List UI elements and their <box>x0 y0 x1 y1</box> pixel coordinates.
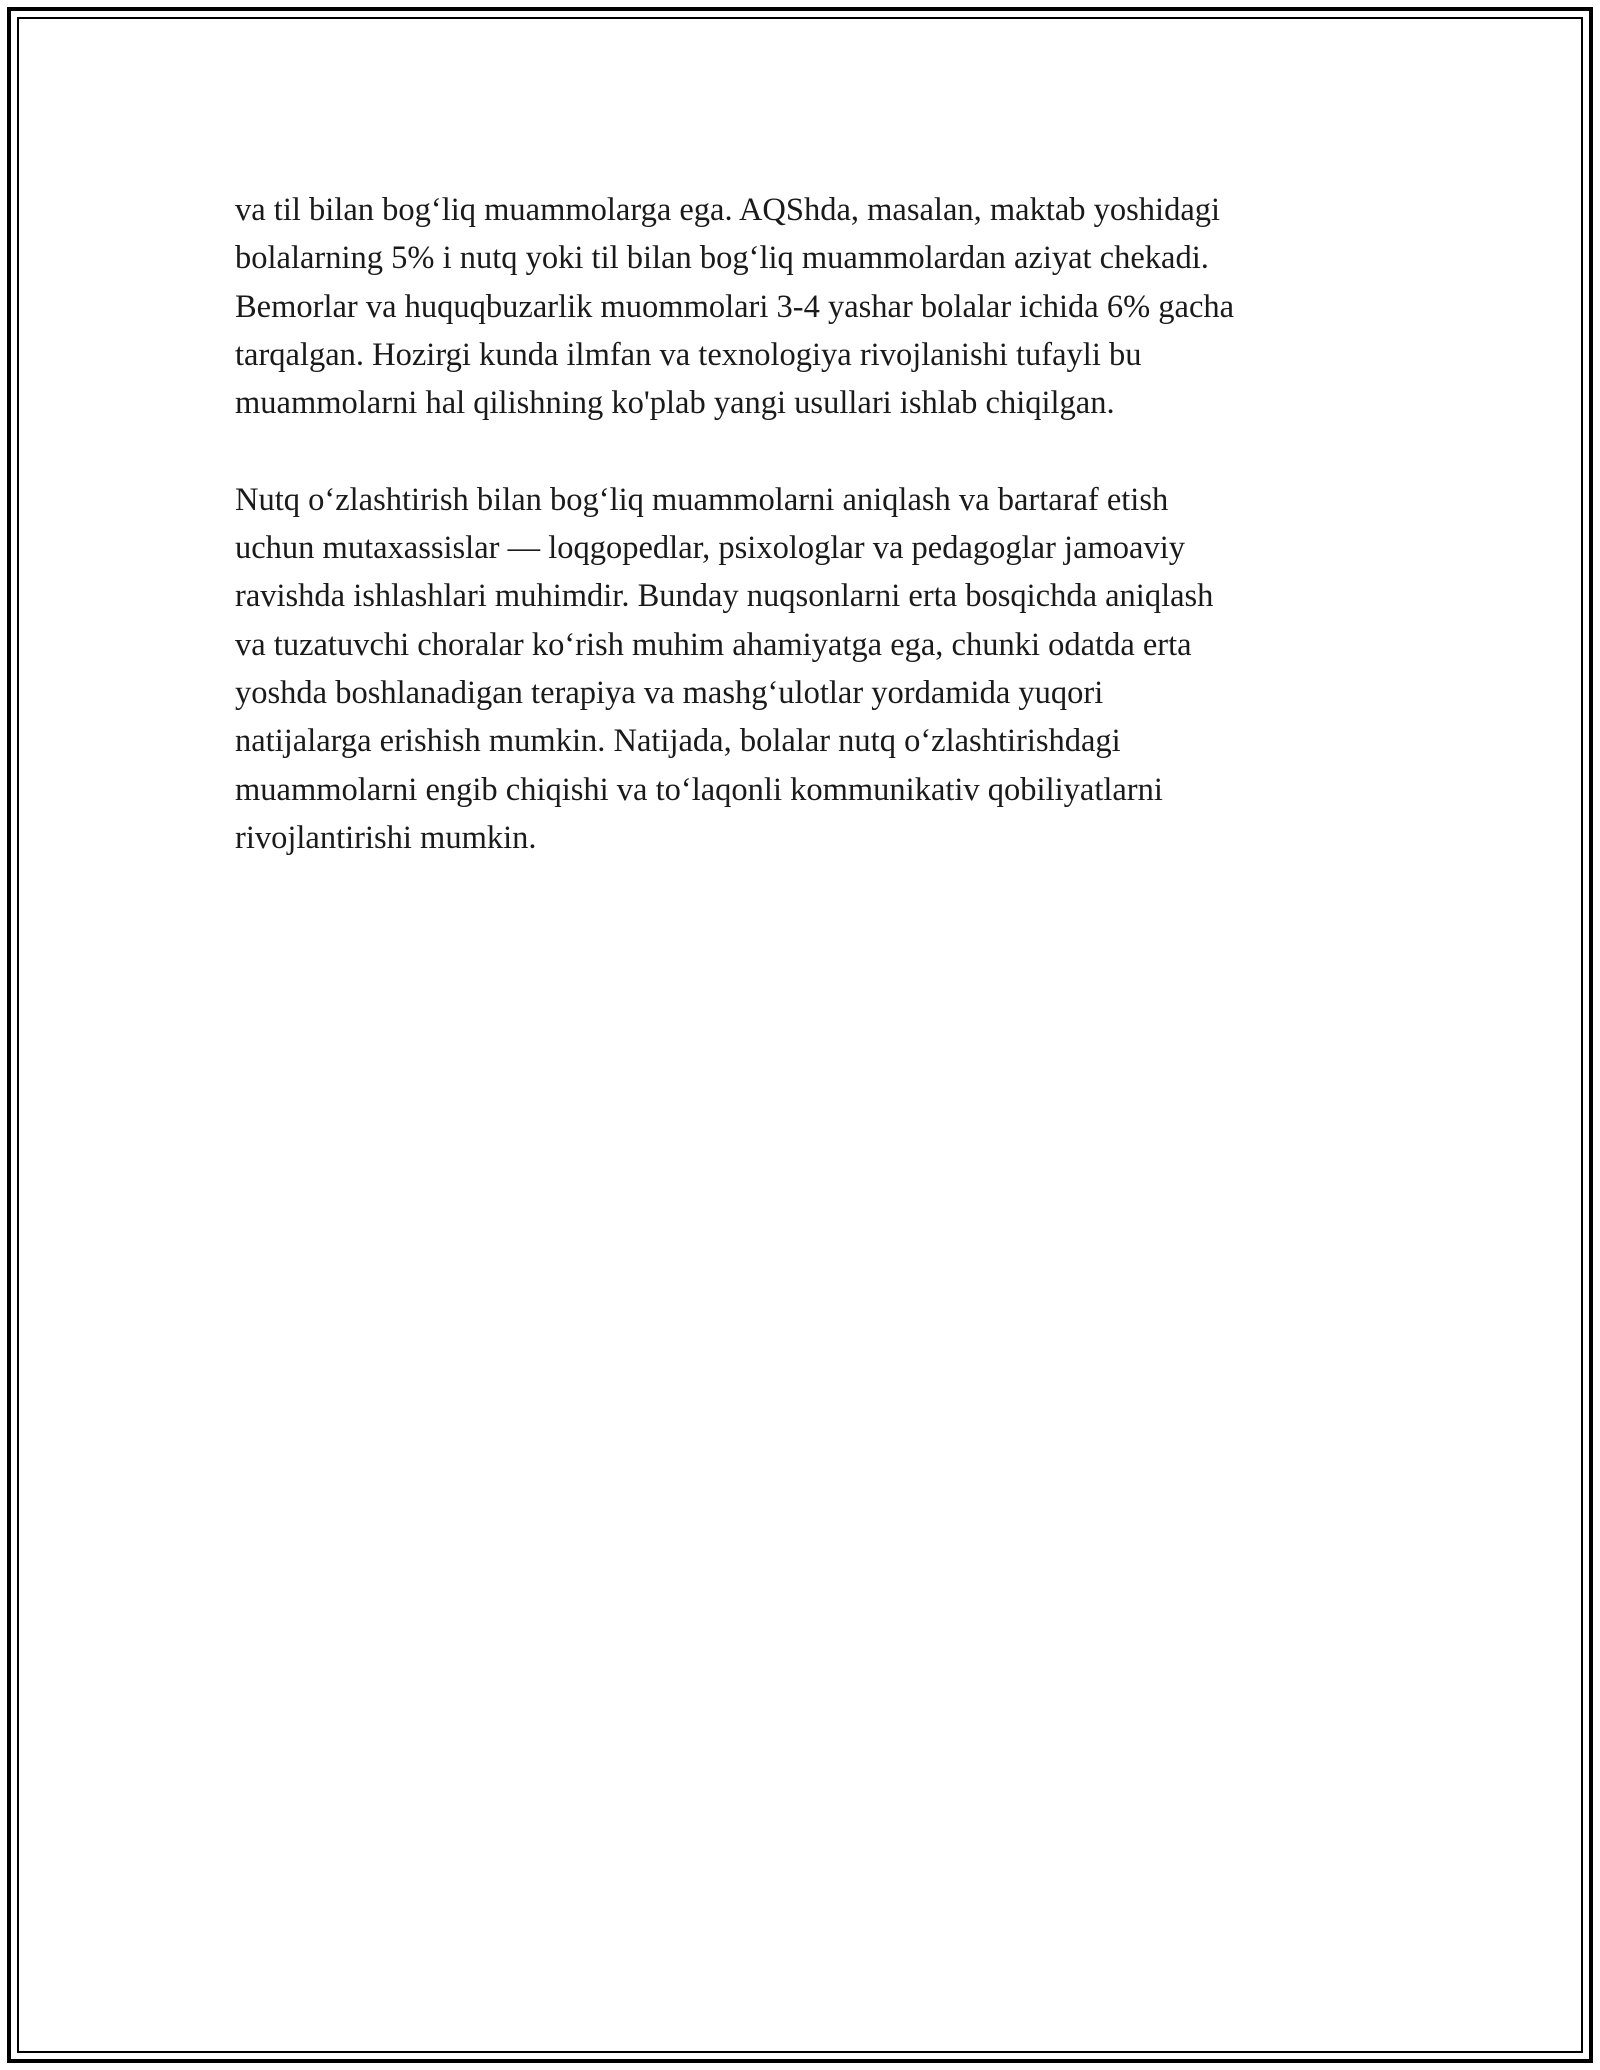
paragraph-1 <box>235 186 1385 427</box>
paragraph-line: ravishda ishlashlari muhimdir. Bunday nuqsonlarni erta bosqichda aniqlash <box>235 578 1214 615</box>
paragraph-line: muammolarni hal qilishning ko'plab yangi usullari ishlab chiqilgan. <box>235 385 1115 422</box>
paragraph-line: va tuzatuvchi choralar ko‘rish muhim ahamiyatga ega, chunki odatda erta <box>235 626 1192 663</box>
paragraph-line: bolalarning 5% i nutq yoki til bilan bog‘liq muammolardan aziyat chekadi. <box>235 240 1209 277</box>
paragraph-line: Bemorlar va huquqbuzarlik muommolari 3-4 yashar bolalar ichida 6% gacha <box>235 288 1235 325</box>
paragraph-2 <box>235 476 1385 862</box>
paragraph-line: muammolarni engib chiqishi va to‘laqonli kommunikativ qobiliyatlarni <box>235 771 1163 808</box>
paragraph-line: rivojlantirishi mumkin. <box>235 819 537 856</box>
paragraph-line: natijalarga erishish mumkin. Natijada, bolalar nutq o‘zlashtirishdagi <box>235 723 1121 760</box>
document-body <box>235 186 1385 862</box>
paragraph-line: uchun mutaxassislar — loqgopedlar, psixologlar va pedagoglar jamoaviy <box>235 530 1185 567</box>
paragraph-line: Nutq o‘zlashtirish bilan bog‘liq muammolarni aniqlash va bartaraf etish <box>235 481 1169 518</box>
paragraph-line: yoshda boshlanadigan terapiya va mashg‘ulotlar yordamida yuqori <box>235 674 1104 711</box>
paragraph-line: tarqalgan. Hozirgi kunda ilmfan va texnologiya rivojlanishi tufayli bu <box>235 336 1142 373</box>
paragraph-spacer <box>235 427 1385 475</box>
paragraph-line: va til bilan bog‘liq muammolarga ega. AQShda, masalan, maktab yoshidagi <box>235 192 1221 228</box>
